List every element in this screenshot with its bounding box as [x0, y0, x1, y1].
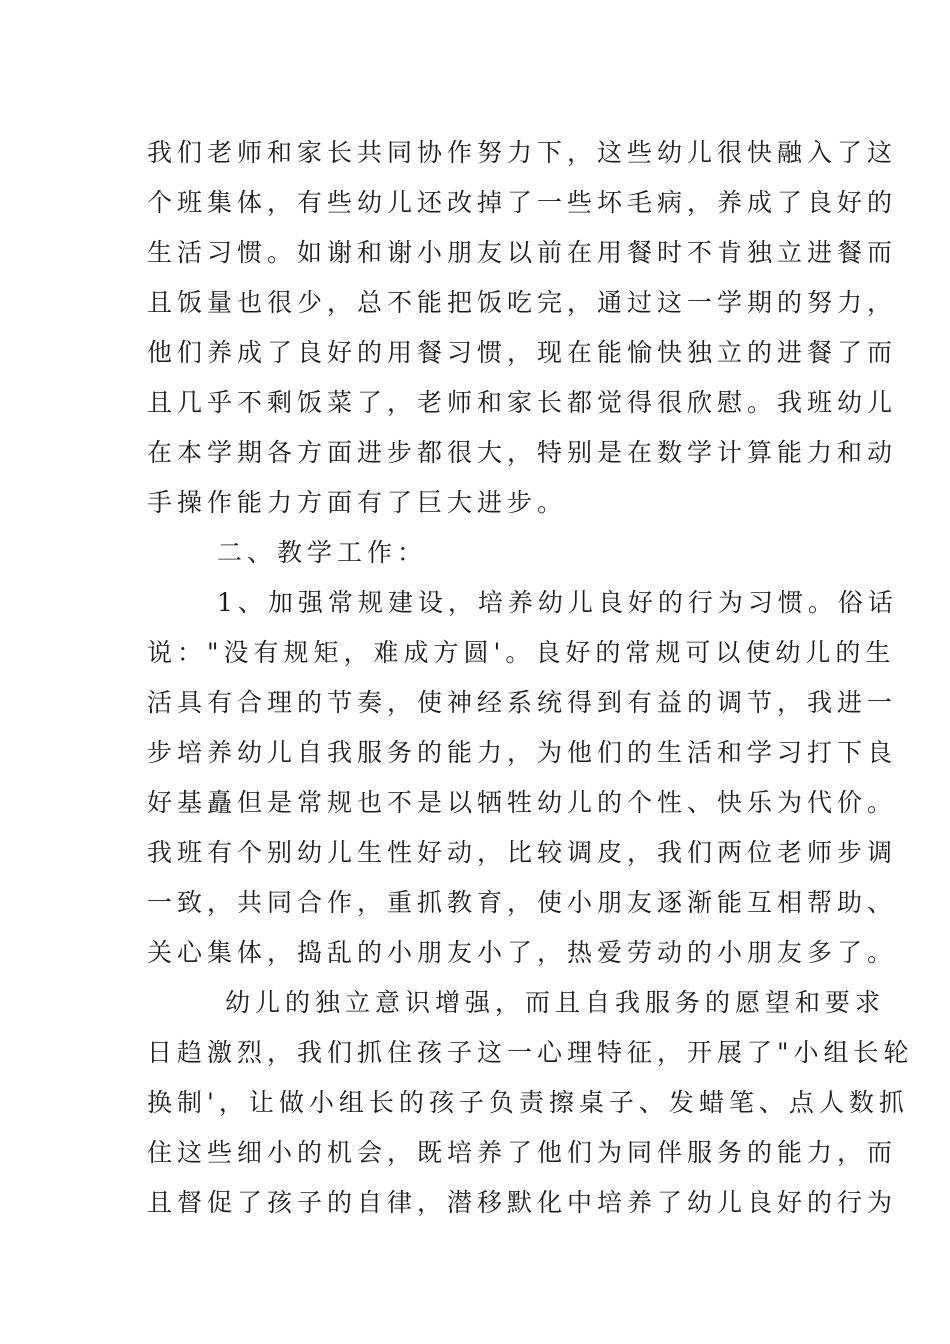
- text-line: 1、加强常规建设，培养幼儿良好的行为习惯。俗话: [217, 588, 898, 617]
- text-line: 说："没有规矩，难成方圆'。良好的常规可以使幼儿的生: [147, 638, 896, 667]
- text-line: 且几乎不剩饭菜了，老师和家长都觉得很欣慰。我班幼儿: [147, 388, 898, 417]
- body-text: [147, 128, 914, 1228]
- text-line: 我班有个别幼儿生性好动，比较调皮，我们两位老师步调: [147, 838, 898, 867]
- text-line: 且督促了孩子的自律，潜移默化中培养了幼儿良好的行为: [147, 1188, 898, 1217]
- text-line: 个班集体，有些幼儿还改掉了一些坏毛病，养成了良好的: [147, 188, 898, 217]
- text-line: 日趋激烈，我们抓住孩子这一心理特征，开展了"小组长轮: [147, 1038, 914, 1067]
- text-line: 且饭量也很少，总不能把饭吃完，通过这一学期的努力，: [147, 288, 898, 317]
- text-line: 关心集体，捣乱的小朋友小了，热爱劳动的小朋友多了。: [147, 938, 898, 967]
- text-line: 活具有合理的节奏，使神经系统得到有益的调节，我进一: [147, 688, 898, 717]
- section-heading: 二、教学工作：: [217, 538, 428, 567]
- text-line: 幼儿的独立意识增强，而且自我服务的愿望和要求: [225, 988, 886, 1017]
- text-line: 一致，共同合作，重抓教育，使小朋友逐渐能互相帮助、: [147, 888, 898, 917]
- text-line: 生活习惯。如谢和谢小朋友以前在用餐时不肯独立进餐而: [147, 238, 898, 267]
- text-line: 他们养成了良好的用餐习惯，现在能愉快独立的进餐了而: [147, 338, 898, 367]
- text-line: 手操作能力方面有了巨大进步。: [147, 488, 568, 517]
- text-line: 住这些细小的机会，既培养了他们为同伴服务的能力，而: [147, 1138, 898, 1167]
- text-line: 在本学期各方面进步都很大，特别是在数学计算能力和动: [147, 438, 898, 467]
- text-line: 步培养幼儿自我服务的能力，为他们的生活和学习打下良: [147, 738, 898, 767]
- text-line: 好基矗但是常规也不是以牺牲幼儿的个性、快乐为代价。: [147, 788, 898, 817]
- text-line: 换制'，让做小组长的孩子负责擦桌子、发蜡笔、点人数抓: [147, 1088, 909, 1117]
- text-line: 我们老师和家长共同协作努力下，这些幼儿很快融入了这: [147, 138, 898, 167]
